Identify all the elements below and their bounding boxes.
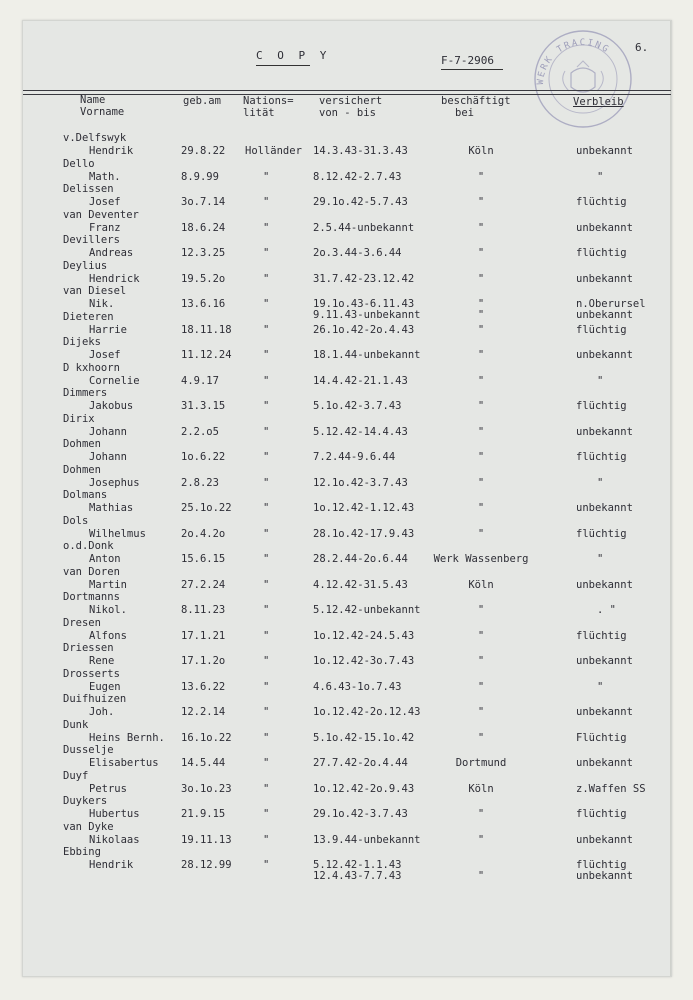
record-employer: " bbox=[477, 272, 485, 285]
record-whereabouts: . " bbox=[597, 604, 616, 616]
page-number: 6. bbox=[635, 41, 649, 54]
record-nationality: " bbox=[263, 833, 270, 846]
record-insured: 19.1o.43-6.11.43 bbox=[313, 298, 415, 310]
record-born: 13.6.16 bbox=[181, 298, 226, 310]
record-born: 15.6.15 bbox=[181, 553, 226, 565]
record-surname: Dello bbox=[63, 157, 95, 170]
title-underline bbox=[256, 65, 310, 66]
record-nationality: " bbox=[263, 323, 270, 336]
record-whereabouts: unbekannt bbox=[576, 349, 633, 361]
record-insured: 28.1o.42-17.9.43 bbox=[313, 527, 415, 540]
record-employer: " bbox=[477, 527, 485, 540]
record-surname: van Deventer bbox=[63, 208, 139, 221]
record-firstname: Wilhelmus bbox=[89, 527, 146, 540]
record-firstname: Joh. bbox=[89, 706, 115, 718]
record-whereabouts: unbekannt bbox=[576, 272, 633, 285]
header-employer-1: beschäftigt bbox=[441, 95, 511, 107]
record-born: 28.12.99 bbox=[181, 859, 232, 871]
header-nationality-2: lität bbox=[243, 107, 275, 119]
record-insured: 27.7.42-2o.4.44 bbox=[313, 757, 408, 769]
record-employer: " bbox=[477, 425, 485, 438]
record-born: 25.1o.22 bbox=[181, 502, 232, 514]
record-nationality: Holländer bbox=[245, 145, 302, 157]
record-insured: 31.7.42-23.12.42 bbox=[313, 272, 415, 285]
record-surname: Dohmen bbox=[63, 438, 101, 450]
record-nationality: " bbox=[263, 782, 270, 795]
record-insured: 28.2.44-2o.6.44 bbox=[313, 553, 408, 565]
record-firstname: Eugen bbox=[89, 680, 121, 693]
record-born: 18.6.24 bbox=[181, 221, 226, 234]
document-title: C O P Y bbox=[256, 49, 331, 62]
record-nationality: " bbox=[263, 247, 270, 259]
record-surname: Dortmanns bbox=[63, 591, 120, 603]
record-firstname: Johann bbox=[89, 451, 127, 463]
record-whereabouts: flüchtig bbox=[576, 400, 627, 412]
document-sheet bbox=[22, 20, 672, 977]
record-surname: Dolmans bbox=[63, 489, 108, 501]
record-firstname: Hubertus bbox=[89, 808, 140, 820]
record-nationality: " bbox=[263, 680, 270, 693]
record-born: 31.3.15 bbox=[181, 400, 226, 412]
record-insured: 8.12.42-2.7.43 bbox=[313, 170, 402, 183]
record-whereabouts: flüchtig bbox=[576, 196, 627, 208]
column-header-employer bbox=[441, 95, 511, 119]
coat-of-arms-stamp-icon bbox=[531, 27, 635, 131]
record-whereabouts: " bbox=[597, 553, 604, 565]
header-insured-1: versichert bbox=[319, 95, 383, 107]
record-firstname: Cornelie bbox=[89, 374, 140, 387]
record-whereabouts: flüchtig bbox=[576, 808, 627, 820]
record-whereabouts: z.Waffen SS bbox=[576, 782, 646, 795]
record-whereabouts: " bbox=[597, 476, 604, 489]
record-surname: Duykers bbox=[63, 795, 108, 807]
column-header-born bbox=[183, 95, 221, 107]
record-surname: v.Delfswyk bbox=[63, 132, 127, 144]
record-insured: 5.1o.42-3.7.43 bbox=[313, 400, 402, 412]
record-firstname: Petrus bbox=[89, 782, 127, 795]
record-surname: Dieteren bbox=[63, 310, 114, 323]
record-whereabouts: " bbox=[597, 170, 604, 183]
column-header-name bbox=[80, 94, 124, 118]
record-nationality: " bbox=[263, 298, 270, 310]
record-employer: " bbox=[477, 451, 485, 463]
record-insured: 13.9.44-unbekannt bbox=[313, 833, 421, 846]
record-insured: 1o.12.42-1.12.43 bbox=[313, 502, 415, 514]
record-employer: " bbox=[477, 706, 485, 718]
record-employer: " bbox=[477, 298, 485, 310]
record-born: 19.11.13 bbox=[181, 833, 232, 846]
record-born: 18.11.18 bbox=[181, 323, 232, 336]
record-born: 4.9.17 bbox=[181, 374, 219, 387]
record-surname: Delissen bbox=[63, 183, 114, 195]
record-nationality: " bbox=[263, 374, 270, 387]
record-whereabouts: flüchtig bbox=[576, 247, 627, 259]
record-surname: Dohmen bbox=[63, 463, 101, 476]
record-employer: " bbox=[477, 502, 485, 514]
record-whereabouts: n.Oberursel bbox=[576, 298, 646, 310]
record-insured: 7.2.44-9.6.44 bbox=[313, 451, 396, 463]
record-born: 29.8.22 bbox=[181, 145, 226, 157]
header-rule-top bbox=[23, 90, 671, 91]
record-born: 27.2.24 bbox=[181, 578, 226, 591]
record-whereabouts: unbekannt bbox=[576, 502, 633, 514]
record-whereabouts: flüchtig bbox=[576, 451, 627, 463]
record-firstname: Elisabertus bbox=[89, 757, 159, 769]
record-surname: Dusselje bbox=[63, 744, 114, 756]
record-surname: Dirix bbox=[63, 412, 95, 425]
record-employer: " bbox=[477, 196, 485, 208]
record-insured: 29.1o.42-3.7.43 bbox=[313, 808, 408, 820]
record-employer: Köln bbox=[468, 578, 494, 591]
record-insured: 14.3.43-31.3.43 bbox=[313, 145, 408, 157]
record-insured: 2.5.44-unbekannt bbox=[313, 221, 415, 234]
column-header-nationality bbox=[243, 95, 294, 119]
record-surname: Duifhuizen bbox=[63, 693, 127, 705]
record-born: 12.3.25 bbox=[181, 247, 226, 259]
record-employer: " bbox=[477, 170, 485, 183]
record-insured: 9.11.43-unbekannt bbox=[313, 309, 421, 321]
record-born: 19.5.2o bbox=[181, 272, 226, 285]
record-whereabouts: " bbox=[597, 680, 604, 693]
record-insured: 1o.12.42-2o.12.43 bbox=[313, 706, 421, 718]
record-insured: 26.1o.42-2o.4.43 bbox=[313, 323, 415, 336]
record-nationality: " bbox=[263, 400, 270, 412]
record-nationality: " bbox=[263, 349, 270, 361]
record-insured: 5.12.42-14.4.43 bbox=[313, 425, 408, 438]
record-employer: " bbox=[477, 870, 485, 882]
record-nationality: " bbox=[263, 604, 270, 616]
record-born: 12.2.14 bbox=[181, 706, 226, 718]
column-header-whereabouts bbox=[573, 96, 624, 108]
record-surname: o.d.Donk bbox=[63, 540, 114, 552]
record-surname: van Doren bbox=[63, 565, 120, 578]
header-employer-2: bei bbox=[455, 107, 474, 119]
record-nationality: " bbox=[263, 170, 270, 183]
record-firstname: Harrie bbox=[89, 323, 127, 336]
record-surname: van Diesel bbox=[63, 285, 127, 297]
record-nationality: " bbox=[263, 527, 270, 540]
record-firstname: Josef bbox=[89, 349, 121, 361]
record-firstname: Mathias bbox=[89, 502, 134, 514]
record-employer: " bbox=[477, 349, 485, 361]
record-firstname: Rene bbox=[89, 655, 115, 667]
record-nationality: " bbox=[263, 731, 270, 744]
record-surname: Duyf bbox=[63, 769, 89, 782]
record-firstname: Andreas bbox=[89, 247, 134, 259]
record-nationality: " bbox=[263, 578, 270, 591]
record-firstname: Josef bbox=[89, 196, 121, 208]
reference-underline bbox=[441, 69, 503, 70]
record-firstname: Heins Bernh. bbox=[89, 731, 165, 744]
record-whereabouts: flüchtig bbox=[576, 323, 627, 336]
header-insured-2: von - bis bbox=[319, 107, 376, 119]
record-born: 2.8.23 bbox=[181, 476, 219, 489]
record-born: 1o.6.22 bbox=[181, 451, 226, 463]
record-insured: 29.1o.42-5.7.43 bbox=[313, 196, 408, 208]
file-reference: F-7-2906 bbox=[441, 54, 494, 67]
record-firstname: Nik. bbox=[89, 298, 115, 310]
column-header-insured bbox=[319, 95, 382, 119]
record-employer: " bbox=[477, 629, 485, 642]
record-insured: 1o.12.42-2o.9.43 bbox=[313, 782, 415, 795]
record-nationality: " bbox=[263, 757, 270, 769]
record-employer: " bbox=[477, 833, 485, 846]
record-insured: 5.12.42-unbekannt bbox=[313, 604, 421, 616]
record-surname: Dresen bbox=[63, 616, 101, 629]
record-born: 2.2.o5 bbox=[181, 425, 219, 438]
record-born: 8.11.23 bbox=[181, 604, 226, 616]
record-nationality: " bbox=[263, 425, 270, 438]
record-employer: " bbox=[477, 323, 485, 336]
record-insured: 2o.3.44-3.6.44 bbox=[313, 247, 402, 259]
record-firstname: Alfons bbox=[89, 629, 127, 642]
record-whereabouts: unbekannt bbox=[576, 757, 633, 769]
record-firstname: Math. bbox=[89, 170, 121, 183]
sheet-edge bbox=[670, 21, 671, 976]
record-whereabouts: unbekannt bbox=[576, 655, 633, 667]
record-firstname: Anton bbox=[89, 553, 121, 565]
record-nationality: " bbox=[263, 221, 270, 234]
record-employer: " bbox=[477, 731, 485, 744]
record-employer: " bbox=[477, 309, 485, 321]
record-born: 13.6.22 bbox=[181, 680, 226, 693]
header-born: geb.am bbox=[183, 95, 221, 107]
record-nationality: " bbox=[263, 629, 270, 642]
record-whereabouts: unbekannt bbox=[576, 221, 633, 234]
record-whereabouts: unbekannt bbox=[576, 706, 633, 718]
record-employer: " bbox=[477, 808, 485, 820]
record-surname: Dunk bbox=[63, 718, 89, 731]
record-firstname: Nikolaas bbox=[89, 833, 140, 846]
record-whereabouts: flüchtig bbox=[576, 859, 627, 871]
record-firstname: Josephus bbox=[89, 476, 140, 489]
stamp-text: WERK TRACING bbox=[535, 37, 612, 86]
record-nationality: " bbox=[263, 706, 270, 718]
record-insured: 12.4.43-7.7.43 bbox=[313, 870, 402, 882]
record-born: 21.9.15 bbox=[181, 808, 226, 820]
record-whereabouts: unbekannt bbox=[576, 578, 633, 591]
record-whereabouts: " bbox=[597, 374, 604, 387]
svg-text:WERK TRACING bbox=[536, 38, 611, 85]
record-firstname: Franz bbox=[89, 221, 121, 234]
record-born: 3o.1o.23 bbox=[181, 782, 232, 795]
record-born: 16.1o.22 bbox=[181, 731, 232, 744]
record-employer: " bbox=[477, 221, 485, 234]
record-insured: 4.6.43-1o.7.43 bbox=[313, 680, 402, 693]
record-employer: " bbox=[477, 476, 485, 489]
record-born: 11.12.24 bbox=[181, 349, 232, 361]
record-insured: 1o.12.42-24.5.43 bbox=[313, 629, 415, 642]
record-whereabouts: flüchtig bbox=[576, 527, 627, 540]
record-nationality: " bbox=[263, 553, 270, 565]
record-insured: 14.4.42-21.1.43 bbox=[313, 374, 408, 387]
header-nationality-1: Nations= bbox=[243, 95, 294, 107]
record-surname: Dijeks bbox=[63, 336, 101, 348]
record-surname: van Dyke bbox=[63, 820, 114, 833]
record-firstname: Hendrick bbox=[89, 272, 140, 285]
record-insured: 4.12.42-31.5.43 bbox=[313, 578, 408, 591]
record-employer: Werk Wassenberg bbox=[433, 553, 529, 565]
record-surname: Dols bbox=[63, 514, 89, 527]
record-surname: Drosserts bbox=[63, 667, 120, 680]
record-whereabouts: unbekannt bbox=[576, 870, 633, 882]
record-insured: 5.12.42-1.1.43 bbox=[313, 859, 402, 871]
record-employer: Köln bbox=[468, 782, 494, 795]
record-nationality: " bbox=[263, 476, 270, 489]
record-employer: " bbox=[477, 247, 485, 259]
record-nationality: " bbox=[263, 196, 270, 208]
record-born: 14.5.44 bbox=[181, 757, 226, 769]
record-employer: Dortmund bbox=[455, 757, 507, 769]
record-nationality: " bbox=[263, 502, 270, 514]
record-nationality: " bbox=[263, 808, 270, 820]
record-nationality: " bbox=[263, 859, 270, 871]
record-surname: Dimmers bbox=[63, 387, 108, 399]
record-insured: 5.1o.42-15.1o.42 bbox=[313, 731, 415, 744]
record-employer: " bbox=[477, 604, 485, 616]
record-employer: " bbox=[477, 374, 485, 387]
record-whereabouts: unbekannt bbox=[576, 309, 633, 321]
record-insured: 18.1.44-unbekannt bbox=[313, 349, 421, 361]
record-nationality: " bbox=[263, 272, 270, 285]
record-surname: Deylius bbox=[63, 259, 108, 272]
record-whereabouts: Flüchtig bbox=[576, 731, 627, 744]
header-name: Name bbox=[80, 94, 106, 106]
record-whereabouts: unbekannt bbox=[576, 833, 633, 846]
record-employer: " bbox=[477, 680, 485, 693]
record-firstname: Hendrik bbox=[89, 859, 134, 871]
record-born: 17.1.2o bbox=[181, 655, 226, 667]
record-firstname: Martin bbox=[89, 578, 127, 591]
record-employer: " bbox=[477, 655, 485, 667]
record-employer: " bbox=[477, 400, 485, 412]
record-whereabouts: unbekannt bbox=[576, 425, 633, 438]
record-employer: Köln bbox=[468, 145, 494, 157]
record-born: 3o.7.14 bbox=[181, 196, 226, 208]
record-firstname: Johann bbox=[89, 425, 127, 438]
record-insured: 12.1o.42-3.7.43 bbox=[313, 476, 408, 489]
record-surname: Ebbing bbox=[63, 846, 101, 858]
record-surname: D kxhoorn bbox=[63, 361, 120, 374]
header-firstname: Vorname bbox=[80, 106, 125, 118]
record-surname: Devillers bbox=[63, 234, 120, 246]
record-born: 17.1.21 bbox=[181, 629, 226, 642]
record-nationality: " bbox=[263, 655, 270, 667]
record-nationality: " bbox=[263, 451, 270, 463]
record-whereabouts: flüchtig bbox=[576, 629, 627, 642]
record-firstname: Nikol. bbox=[89, 604, 127, 616]
record-whereabouts: unbekannt bbox=[576, 145, 633, 157]
record-insured: 1o.12.42-3o.7.43 bbox=[313, 655, 415, 667]
record-born: 2o.4.2o bbox=[181, 527, 226, 540]
record-surname: Driessen bbox=[63, 642, 114, 654]
record-born: 8.9.99 bbox=[181, 170, 219, 183]
record-firstname: Jakobus bbox=[89, 400, 134, 412]
record-firstname: Hendrik bbox=[89, 145, 134, 157]
header-whereabouts: Verbleib bbox=[573, 96, 624, 108]
